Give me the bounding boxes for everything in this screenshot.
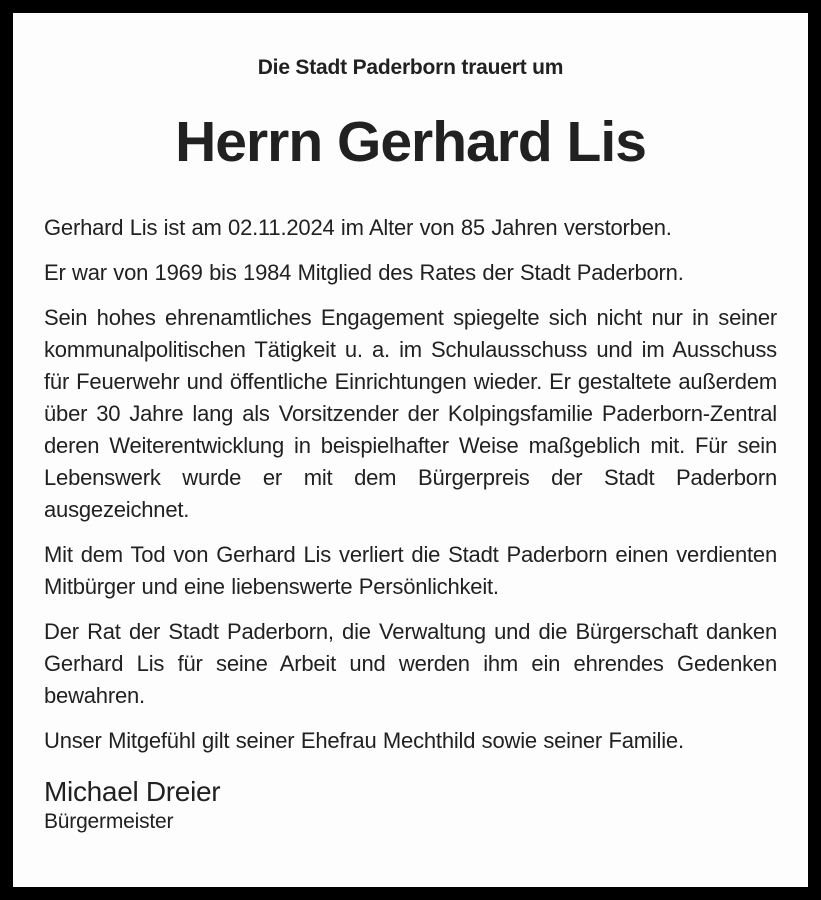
obituary-paragraph-condolence: Unser Mitgefühl gilt seiner Ehefrau Mechthild sowie seiner Familie. [44,727,684,753]
signature-block [44,775,777,835]
obituary-intro: Die Stadt Paderborn trauert um [257,56,564,79]
signature-name: Michael Dreier [44,775,221,807]
signature-role: Bürgermeister [44,809,174,833]
obituary-paragraph-death-date: Gerhard Lis ist am 02.11.2024 im Alter von 85 Jahren verstorben. [44,214,672,240]
obituary-paragraph-loss: Mit dem Tod von Gerhard Lis verliert die Stadt Paderborn einen verdienten Mitbürger und eine liebenswerte Persönlichkeit. [44,541,777,599]
obituary-paragraph-gratitude: Der Rat der Stadt Paderborn, die Verwaltung und die Bürgerschaft danken Gerhard Lis für seine Arbeit und werden ihm ein ehrendes Gedenken bewahren. [44,618,777,708]
obituary-paragraph-council-membership: Er war von 1969 bis 1984 Mitglied des Rates der Stadt Paderborn. [44,259,684,285]
obituary-deceased-name-title: Herrn Gerhard Lis [175,110,646,175]
obituary-paragraph-engagement: Sein hohes ehrenamtliches Engagement spiegelte sich nicht nur in seiner kommunalpolitischen Tätigkeit u. a. im Schulausschuss und im Ausschuss für Feuerwehr und öffentliche Einrichtungen wieder. Er gestaltete außerdem über 30 Jahre lang als Vorsitzender der Kolpingsfamilie Paderborn-Zentral deren Weiterentwicklung in beispielhafter Weise maßgeblich mit. Für sein Lebenswerk wurde er mit dem Bürgerpreis der Stadt Paderborn ausgezeichnet. [44,304,777,522]
obituary-body [44,212,777,757]
